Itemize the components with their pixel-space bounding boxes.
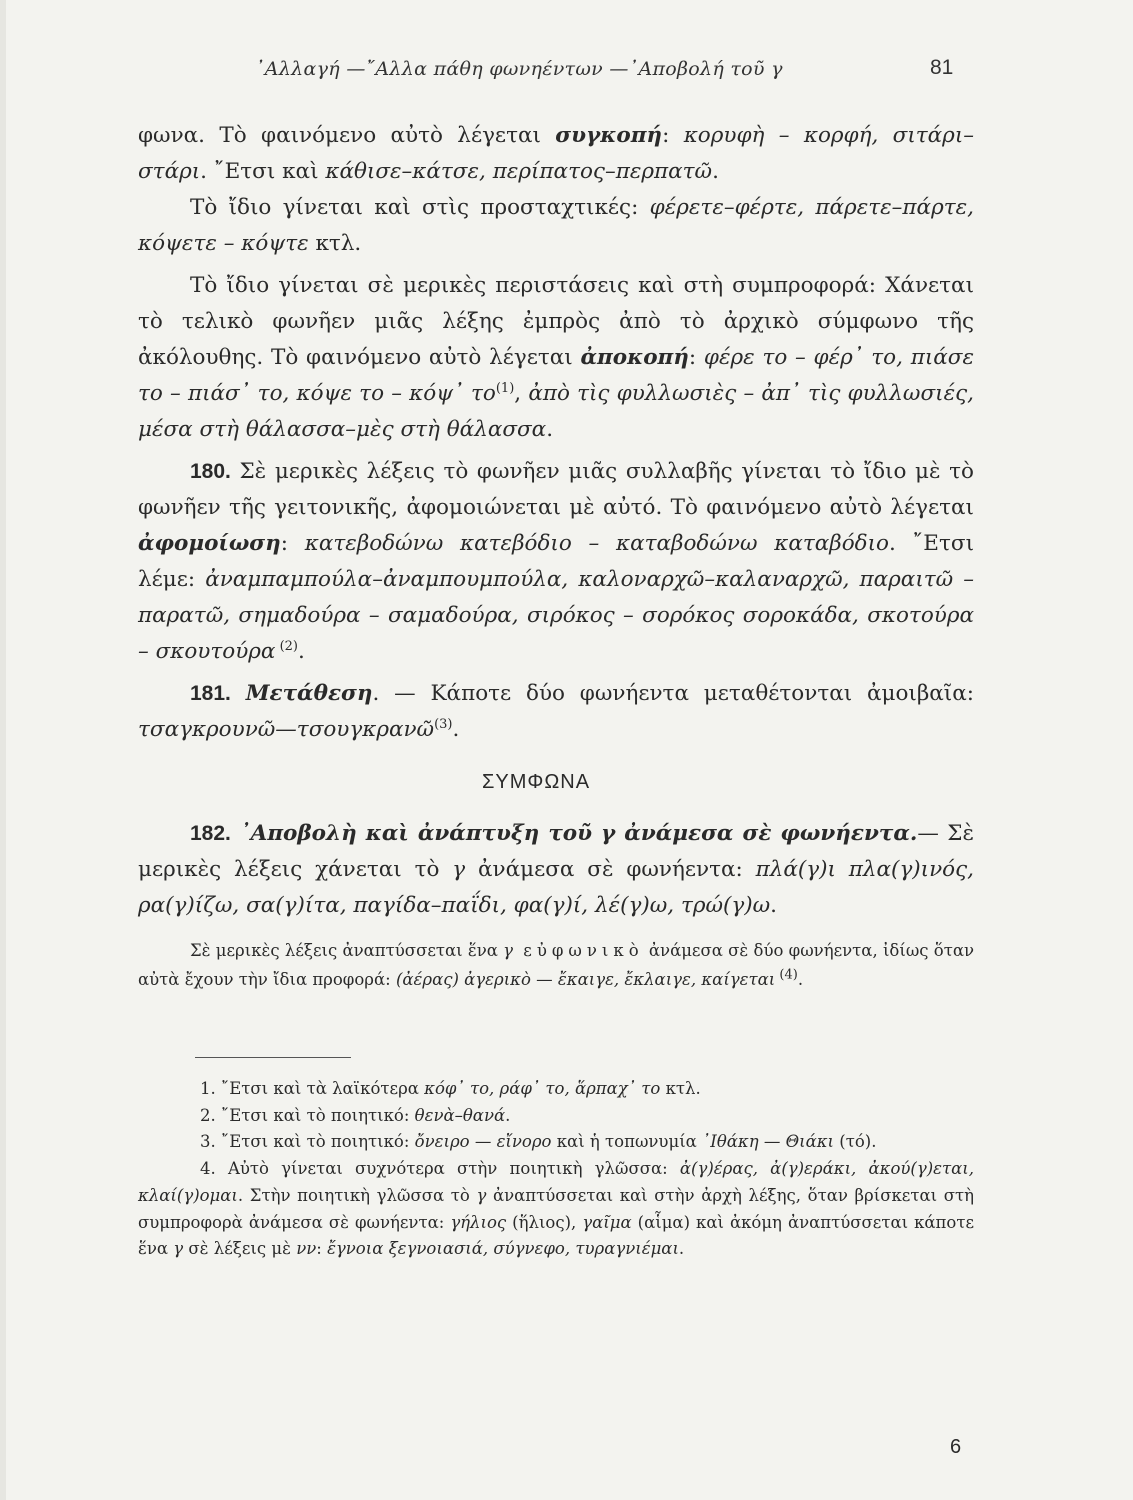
term-assimilation: ἀφομοίωση <box>138 531 281 556</box>
letter-gamma: γ <box>503 941 514 960</box>
text-run: . — Κάποτε δύο φωνήεντα μεταθέτονται ἀμοιβαῖα: <box>372 681 974 706</box>
text-run: Σὲ μερικὲς λέξεις ἀναπτύσσεται ἕνα <box>190 941 504 960</box>
example-text: φέρε το – φέρ᾿ το, πιάσε το – πιάσ᾿ το, κόψε το – κόψ᾿ το <box>138 345 974 406</box>
text-run: . ῎Ετσι καὶ <box>200 159 326 184</box>
text-run: (ἥλιος), <box>506 1212 583 1232</box>
text-run: (αἷμα) καὶ ἀκόμη ἀναπτύσσεται κάποτε ἕνα <box>138 1212 974 1259</box>
text-run: : <box>280 531 305 556</box>
footnote-ref[interactable]: (1) <box>495 380 515 396</box>
text-run: : <box>662 123 684 148</box>
footnote-number: 1. <box>200 1079 216 1098</box>
text-run: . <box>452 717 460 742</box>
section-182-title: ᾿Αποβολὴ καὶ ἀνάπτυξη τοῦ γ ἀνάμεσα σὲ φωνήεντα. <box>230 821 918 846</box>
text-run: — Σὲ μερικὲς λέξεις χάνεται τὸ <box>138 821 974 882</box>
footnote-4 <box>138 1156 974 1263</box>
text-run: ἀνάμεσα σὲ φωνήεντα: <box>465 857 756 882</box>
footnote-number: 2. <box>200 1105 216 1125</box>
text-run: : <box>316 1239 328 1259</box>
text-run: . <box>505 1105 511 1125</box>
text-run: φωνα. Τὸ φαινόμενο αὐτὸ λέγεται <box>138 123 556 148</box>
text-run: Τὸ ἴδιο γίνεται σὲ μερικὲς περιστάσεις καὶ στὴ συμπροφορά: Χάνεται τὸ τελικὸ φωνῆεν μιᾶς λέξης ἐμπρὸς ἀπὸ τὸ ἀρχικὸ σύμφωνο τῆς ἀκόλουθης. Τὸ φαινόμενο αὐτὸ λέγεται <box>138 273 974 370</box>
example-text: θενὰ–θανά <box>414 1105 506 1125</box>
text-run: ῎Ετσι καὶ τὰ λαϊκότερα <box>215 1079 425 1098</box>
example-text: γαῖμα <box>582 1212 632 1232</box>
text-run: . <box>678 1239 685 1259</box>
running-header: ᾿Αλλαγή —῎Αλλα πάθη φωνηέντων —᾿Αποβολή τοῦ γ <box>255 58 783 80</box>
term-apocope: ἀποκοπή <box>580 345 689 370</box>
example-text: κορυφὴ – κορφή, σιτάρι–στάρι <box>138 123 975 184</box>
example-text: τσαγκρουνῶ—τσουγκρανῶ <box>138 717 435 742</box>
text-run: σὲ λέξεις μὲ <box>183 1239 297 1259</box>
example-text: κατεβοδώνω κατεβόδιο – καταβοδώνω καταβόδιο <box>304 531 889 556</box>
page-number: 81 <box>930 56 954 79</box>
term-syncope: συγκοπή <box>555 123 663 148</box>
text-run: κτλ. <box>308 231 362 256</box>
example-text: ἀναμπαμπούλα–ἀναμπουμπούλα, καλοναρχῶ–καλαναρχῶ, παραιτῶ – παρατῶ, σημαδούρα – σαμαδούρα, σιρόκος – σορόκος σοροκάδα, σκοτούρα – σκουτούρα <box>138 567 974 664</box>
section-number: 182. <box>190 822 231 845</box>
text-run: . <box>797 970 804 989</box>
text-run: . Στὴν ποιητικὴ γλῶσσα τὸ <box>237 1185 477 1205</box>
text-run: . <box>770 893 778 918</box>
paragraph-euphonic-gamma <box>138 936 974 994</box>
footnote-ref[interactable]: (4) <box>775 967 798 983</box>
main-text-consonants <box>138 816 974 924</box>
section-182 <box>138 816 974 924</box>
example-text: ἔγνοια ξεγνοιασιά, σύγνεφο, τυραγνιέμαι <box>327 1239 679 1259</box>
footnote-ref[interactable]: (3) <box>434 716 453 732</box>
footnote-number: 3. <box>200 1132 216 1152</box>
letter-gamma: γ <box>476 1185 487 1205</box>
text-run: ῎Ετσι καὶ τὸ ποιητικό: <box>215 1132 415 1152</box>
section-number: 181. <box>190 682 231 705</box>
example-text: κάθισε–κάτσε, περίπατος–περπατῶ <box>325 159 713 184</box>
example-text: (ἀέρας) ἀγερικὸ — ἔκαιγε, ἔκλαιγε, καίγεται <box>395 970 776 989</box>
signature-mark: 6 <box>950 1436 962 1458</box>
text-run: . <box>298 639 305 664</box>
footnote-2 <box>138 1103 974 1130</box>
page-edge <box>0 0 6 1500</box>
text-run: ἀνάμεσα σὲ δύο φωνήεντα, ἰδίως ὅταν αὐτὰ ἔχουν τὴν ἴδια προφορά: <box>138 941 975 989</box>
footnote-number: 4. <box>200 1159 216 1179</box>
text-run: καὶ ἡ τοπωνυμία <box>551 1132 703 1152</box>
example-text: πλά(γ)ι πλα(γ)ινός, ρα(γ)ίζω, σα(γ)ίτα, παγίδα–παΐδι, φα(γ)ί, λέ(γ)ω, τρώ(γ)ω <box>138 857 975 918</box>
example-text: ὄνειρο — εἴνορο <box>414 1132 552 1152</box>
footnote-ref[interactable]: (2) <box>275 638 298 654</box>
text-run: κτλ. <box>660 1079 701 1098</box>
text-run: ἀναπτύσσεται καὶ στὴν ἀρχὴ λέξης, ὅταν βρίσκεται στὴ συμπροφορὰ ἀνάμεσα σὲ φωνήεντα: <box>138 1185 974 1232</box>
example-text: νν <box>296 1239 317 1259</box>
text-run: . ῎Ετσι λέμε: <box>138 531 974 592</box>
text-run: (τό). <box>834 1132 877 1152</box>
footnote-divider <box>195 1057 351 1058</box>
paragraph-syncope <box>138 118 974 190</box>
text-run: ῎Ετσι καὶ τὸ ποιητικό: <box>215 1105 415 1125</box>
paragraph-apocope <box>138 268 974 448</box>
section-180 <box>138 454 974 670</box>
text-run: . <box>546 417 554 442</box>
paragraph-imperatives <box>138 190 974 262</box>
letter-gamma: γ <box>452 857 466 882</box>
section-heading: ΣΥΜΦΩΝΑ <box>482 771 591 793</box>
letter-gamma: γ <box>173 1239 184 1259</box>
text-run: Αὐτὸ γίνεται συχνότερα στὴν ποιητικὴ γλῶσσα: <box>215 1159 680 1179</box>
section-number: 180. <box>190 460 231 483</box>
footnotes <box>138 1076 974 1263</box>
small-print-paragraph <box>138 936 974 994</box>
term-metathesis: Μετάθεση <box>245 681 373 706</box>
text-run: . <box>712 159 719 184</box>
example-text: ἀ(γ)έρας, ἀ(γ)εράκι, ἀκού(γ)εται, κλαί(γ)ομαι <box>138 1159 974 1205</box>
example-text: φέρετε–φέρτε, πάρετε–πάρτε, κόψετε – κόψτε <box>138 195 974 256</box>
spaced-term: εὐφωνικὸ <box>513 941 644 960</box>
text-run: , <box>514 381 529 406</box>
section-181 <box>138 676 974 748</box>
example-text: ἀπὸ τὶς φυλλωσιὲς – ἀπ᾿ τὶς φυλλωσιές, μέσα στὴ θάλασσα–μὲς στὴ θάλασσα <box>138 381 974 442</box>
footnote-3 <box>138 1129 974 1156</box>
text-run: : <box>688 345 704 370</box>
example-text: γήλιος <box>450 1212 507 1232</box>
footnote-1 <box>138 1076 974 1103</box>
main-text <box>138 118 974 748</box>
example-text: ᾿Ιθάκη — Θιάκι <box>702 1132 835 1152</box>
text-run: Τὸ ἴδιο γίνεται καὶ στὶς προσταχτικές: <box>190 195 650 220</box>
example-text: κόφ᾿ το, ράφ᾿ το, ἅρπαχ᾿ το <box>424 1079 661 1098</box>
text-run: Σὲ μερικὲς λέξεις τὸ φωνῆεν μιᾶς συλλαβῆς γίνεται τὸ ἴδιο μὲ τὸ φωνῆεν τῆς γειτονικῆς, ἀφομοιώνεται μὲ αὐτό. Τὸ φαινόμενο αὐτὸ λέγεται <box>138 459 974 520</box>
